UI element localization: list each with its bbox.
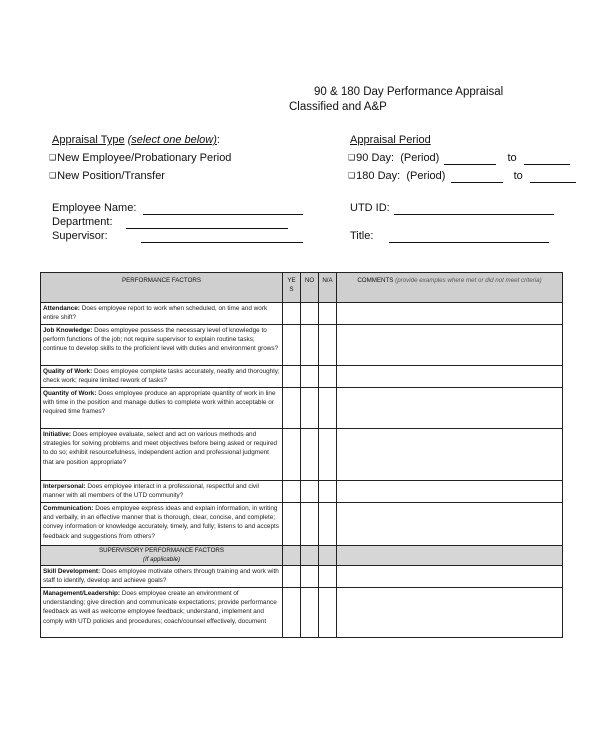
title-line-2: Classified and A&P [289, 101, 387, 113]
na-cell[interactable] [319, 325, 337, 366]
factor-cell [41, 588, 283, 638]
no-cell[interactable] [301, 303, 319, 325]
table-row [41, 366, 563, 388]
no-cell[interactable] [301, 325, 319, 366]
supervisory-section-cell [41, 546, 283, 566]
period-days-label: 90 Day: [356, 152, 395, 164]
period-days-label: 180 Day: [356, 170, 401, 182]
factor-description: Does employee create an environment of understanding; give direction and communicate expectations; provide performance feedback as well as welcome employee feedback; understand, implement and comply with UTD policies and procedures; coach/counsel effectively, document [43, 590, 277, 625]
yes-header [283, 273, 301, 303]
comments-header-label: COMMENTS [357, 277, 394, 284]
checkbox-icon[interactable]: ❑ [348, 153, 356, 162]
employee-name-label: Employee Name: [52, 202, 137, 214]
table-row [41, 429, 563, 481]
factor-name: Attendance: [43, 305, 80, 312]
na-cell[interactable] [319, 429, 337, 481]
na-cell[interactable] [319, 566, 337, 588]
no-cell[interactable] [301, 388, 319, 429]
utd-id-field[interactable] [394, 203, 554, 215]
yes-cell[interactable] [283, 303, 301, 325]
checkbox-icon[interactable]: ❑ [49, 171, 57, 180]
appraisal-type-heading [52, 133, 220, 147]
comments-header-hint: (provide examples where met or did not meet criteria) [395, 277, 542, 284]
comments-cell[interactable] [337, 481, 563, 503]
factor-cell [41, 566, 283, 588]
factor-name: Communication: [43, 505, 94, 512]
period-label: (Period) [400, 152, 440, 164]
factor-cell [41, 366, 283, 388]
factor-name: Skill Development: [43, 568, 101, 575]
factor-name: Job Knowledge: [43, 327, 93, 334]
na-cell[interactable] [319, 481, 337, 503]
factor-description: Does employee interact in a professional, respectful and civil manner with all members of the UTD community? [43, 483, 259, 500]
department-row [52, 215, 288, 229]
yes-cell[interactable] [283, 566, 301, 588]
period-start-field[interactable] [444, 153, 496, 165]
factors-header: PERFORMANCE FACTORS [41, 273, 283, 303]
no-header: NO [301, 273, 319, 303]
factor-cell [41, 481, 283, 503]
title-label: Title: [350, 230, 374, 242]
yes-header-top: YE [287, 277, 296, 284]
factor-cell [41, 303, 283, 325]
na-cell[interactable] [319, 303, 337, 325]
factor-name: Initiative: [43, 431, 72, 438]
table-row [41, 566, 563, 588]
comments-cell[interactable] [337, 566, 563, 588]
supervisor-field[interactable] [141, 231, 303, 243]
comments-cell[interactable] [337, 588, 563, 638]
no-cell[interactable] [301, 588, 319, 638]
comments-cell[interactable] [337, 503, 563, 546]
appraisal-type-colon: : [216, 134, 220, 146]
na-cell[interactable] [319, 588, 337, 638]
no-cell[interactable] [301, 503, 319, 546]
employee-name-row [52, 201, 303, 215]
yes-cell[interactable] [283, 388, 301, 429]
factor-description: Does employee possess the necessary level of knowledge to perform functions of the job; not require supervisor to explain routine tasks; continue to develop skills to the proficient level with duties and environment grows? [43, 327, 279, 353]
yes-cell[interactable] [283, 588, 301, 638]
yes-header-bottom: S [289, 286, 294, 293]
yes-cell[interactable] [283, 366, 301, 388]
comments-cell [337, 546, 563, 566]
option-label: New Employee/Probationary Period [57, 152, 232, 164]
no-cell[interactable] [301, 481, 319, 503]
utd-id-label: UTD ID: [350, 202, 390, 214]
option-new-position[interactable] [49, 169, 165, 183]
factor-description: Does employee complete tasks accurately, neatly and thoroughly; check work; require limited rework of tasks? [43, 368, 280, 385]
factor-description: Does employee motivate others through training and work with staff to identify, develop and achieve goals? [43, 568, 279, 585]
factor-name: Quality of Work: [43, 368, 93, 375]
supervisor-row [52, 229, 303, 243]
period-end-field[interactable] [530, 171, 576, 183]
table-row [41, 303, 563, 325]
yes-cell[interactable] [283, 503, 301, 546]
na-cell[interactable] [319, 366, 337, 388]
factor-description: Does employee report to work when scheduled, on time and work entire shift? [43, 305, 268, 322]
comments-cell[interactable] [337, 303, 563, 325]
factor-name: Quantity of Work: [43, 390, 97, 397]
option-new-employee[interactable] [49, 151, 231, 165]
supervisory-section-row [41, 546, 563, 566]
period-label: (Period) [406, 170, 446, 182]
appraisal-type-hint: (select one below) [127, 134, 217, 146]
period-start-field[interactable] [451, 171, 503, 183]
na-cell[interactable] [319, 503, 337, 546]
supervisory-section-subtitle: (If applicable) [142, 555, 181, 563]
table-header-row [41, 273, 563, 303]
na-cell [319, 546, 337, 566]
factor-cell [41, 325, 283, 366]
no-cell [301, 546, 319, 566]
performance-factors-table [40, 272, 563, 638]
period-to-label: to [507, 152, 517, 164]
comments-header [337, 273, 563, 303]
department-label: Department: [52, 216, 113, 228]
appraisal-period-heading [350, 133, 431, 147]
title-row [350, 229, 549, 243]
factor-cell [41, 429, 283, 481]
na-header: N/A [319, 273, 337, 303]
yes-cell[interactable] [283, 325, 301, 366]
supervisor-label: Supervisor: [52, 230, 108, 242]
employee-name-field[interactable] [143, 203, 303, 215]
title-line-1: 90 & 180 Day Performance Appraisal [314, 86, 504, 98]
factor-description: Does employee express ideas and explain information, in writing and verbally, in an effective manner that is thorough, clear, concise, and complete; convey information or knowledge accurately, timely, and fully; listens to and accepts feedback and suggestions from others? [43, 505, 279, 540]
table-row [41, 588, 563, 638]
factor-cell [41, 388, 283, 429]
factor-cell [41, 503, 283, 546]
factor-name: Interpersonal: [43, 483, 86, 490]
period-to-label: to [513, 170, 523, 182]
table-row [41, 503, 563, 546]
comments-cell[interactable] [337, 366, 563, 388]
option-label: New Position/Transfer [57, 170, 165, 182]
utd-id-row [350, 201, 554, 215]
yes-cell[interactable] [283, 481, 301, 503]
period-row-180 [348, 169, 576, 183]
period-end-field[interactable] [524, 153, 570, 165]
yes-cell [283, 546, 301, 566]
no-cell[interactable] [301, 429, 319, 481]
yes-cell[interactable] [283, 429, 301, 481]
department-field[interactable] [126, 217, 288, 229]
supervisory-section-title: SUPERVISORY PERFORMANCE FACTORS [98, 547, 225, 554]
period-row-90 [348, 151, 570, 165]
no-cell[interactable] [301, 566, 319, 588]
checkbox-icon[interactable]: ❑ [348, 171, 356, 180]
comments-cell[interactable] [337, 325, 563, 366]
na-cell[interactable] [319, 388, 337, 429]
comments-cell[interactable] [337, 388, 563, 429]
table-row [41, 388, 563, 429]
appraisal-period-label: Appraisal Period [350, 134, 431, 146]
no-cell[interactable] [301, 366, 319, 388]
comments-cell[interactable] [337, 429, 563, 481]
table-row [41, 481, 563, 503]
title-field[interactable] [389, 231, 549, 243]
appraisal-type-label: Appraisal Type [52, 134, 125, 146]
factor-description: Does employee produce an appropriate quantity of work in line with time in the position and manage duties to complete work within acceptable or required time frames? [43, 390, 276, 416]
checkbox-icon[interactable]: ❑ [49, 153, 57, 162]
factor-description: Does employee evaluate, select and act on various methods and strategies for solving problems and meet objectives before being asked or required to do so; exhibit resourcefulness, independent action and professional judgment that are position appropriate? [43, 431, 278, 466]
table-row [41, 325, 563, 366]
factor-name: Management/Leadership: [43, 590, 121, 597]
